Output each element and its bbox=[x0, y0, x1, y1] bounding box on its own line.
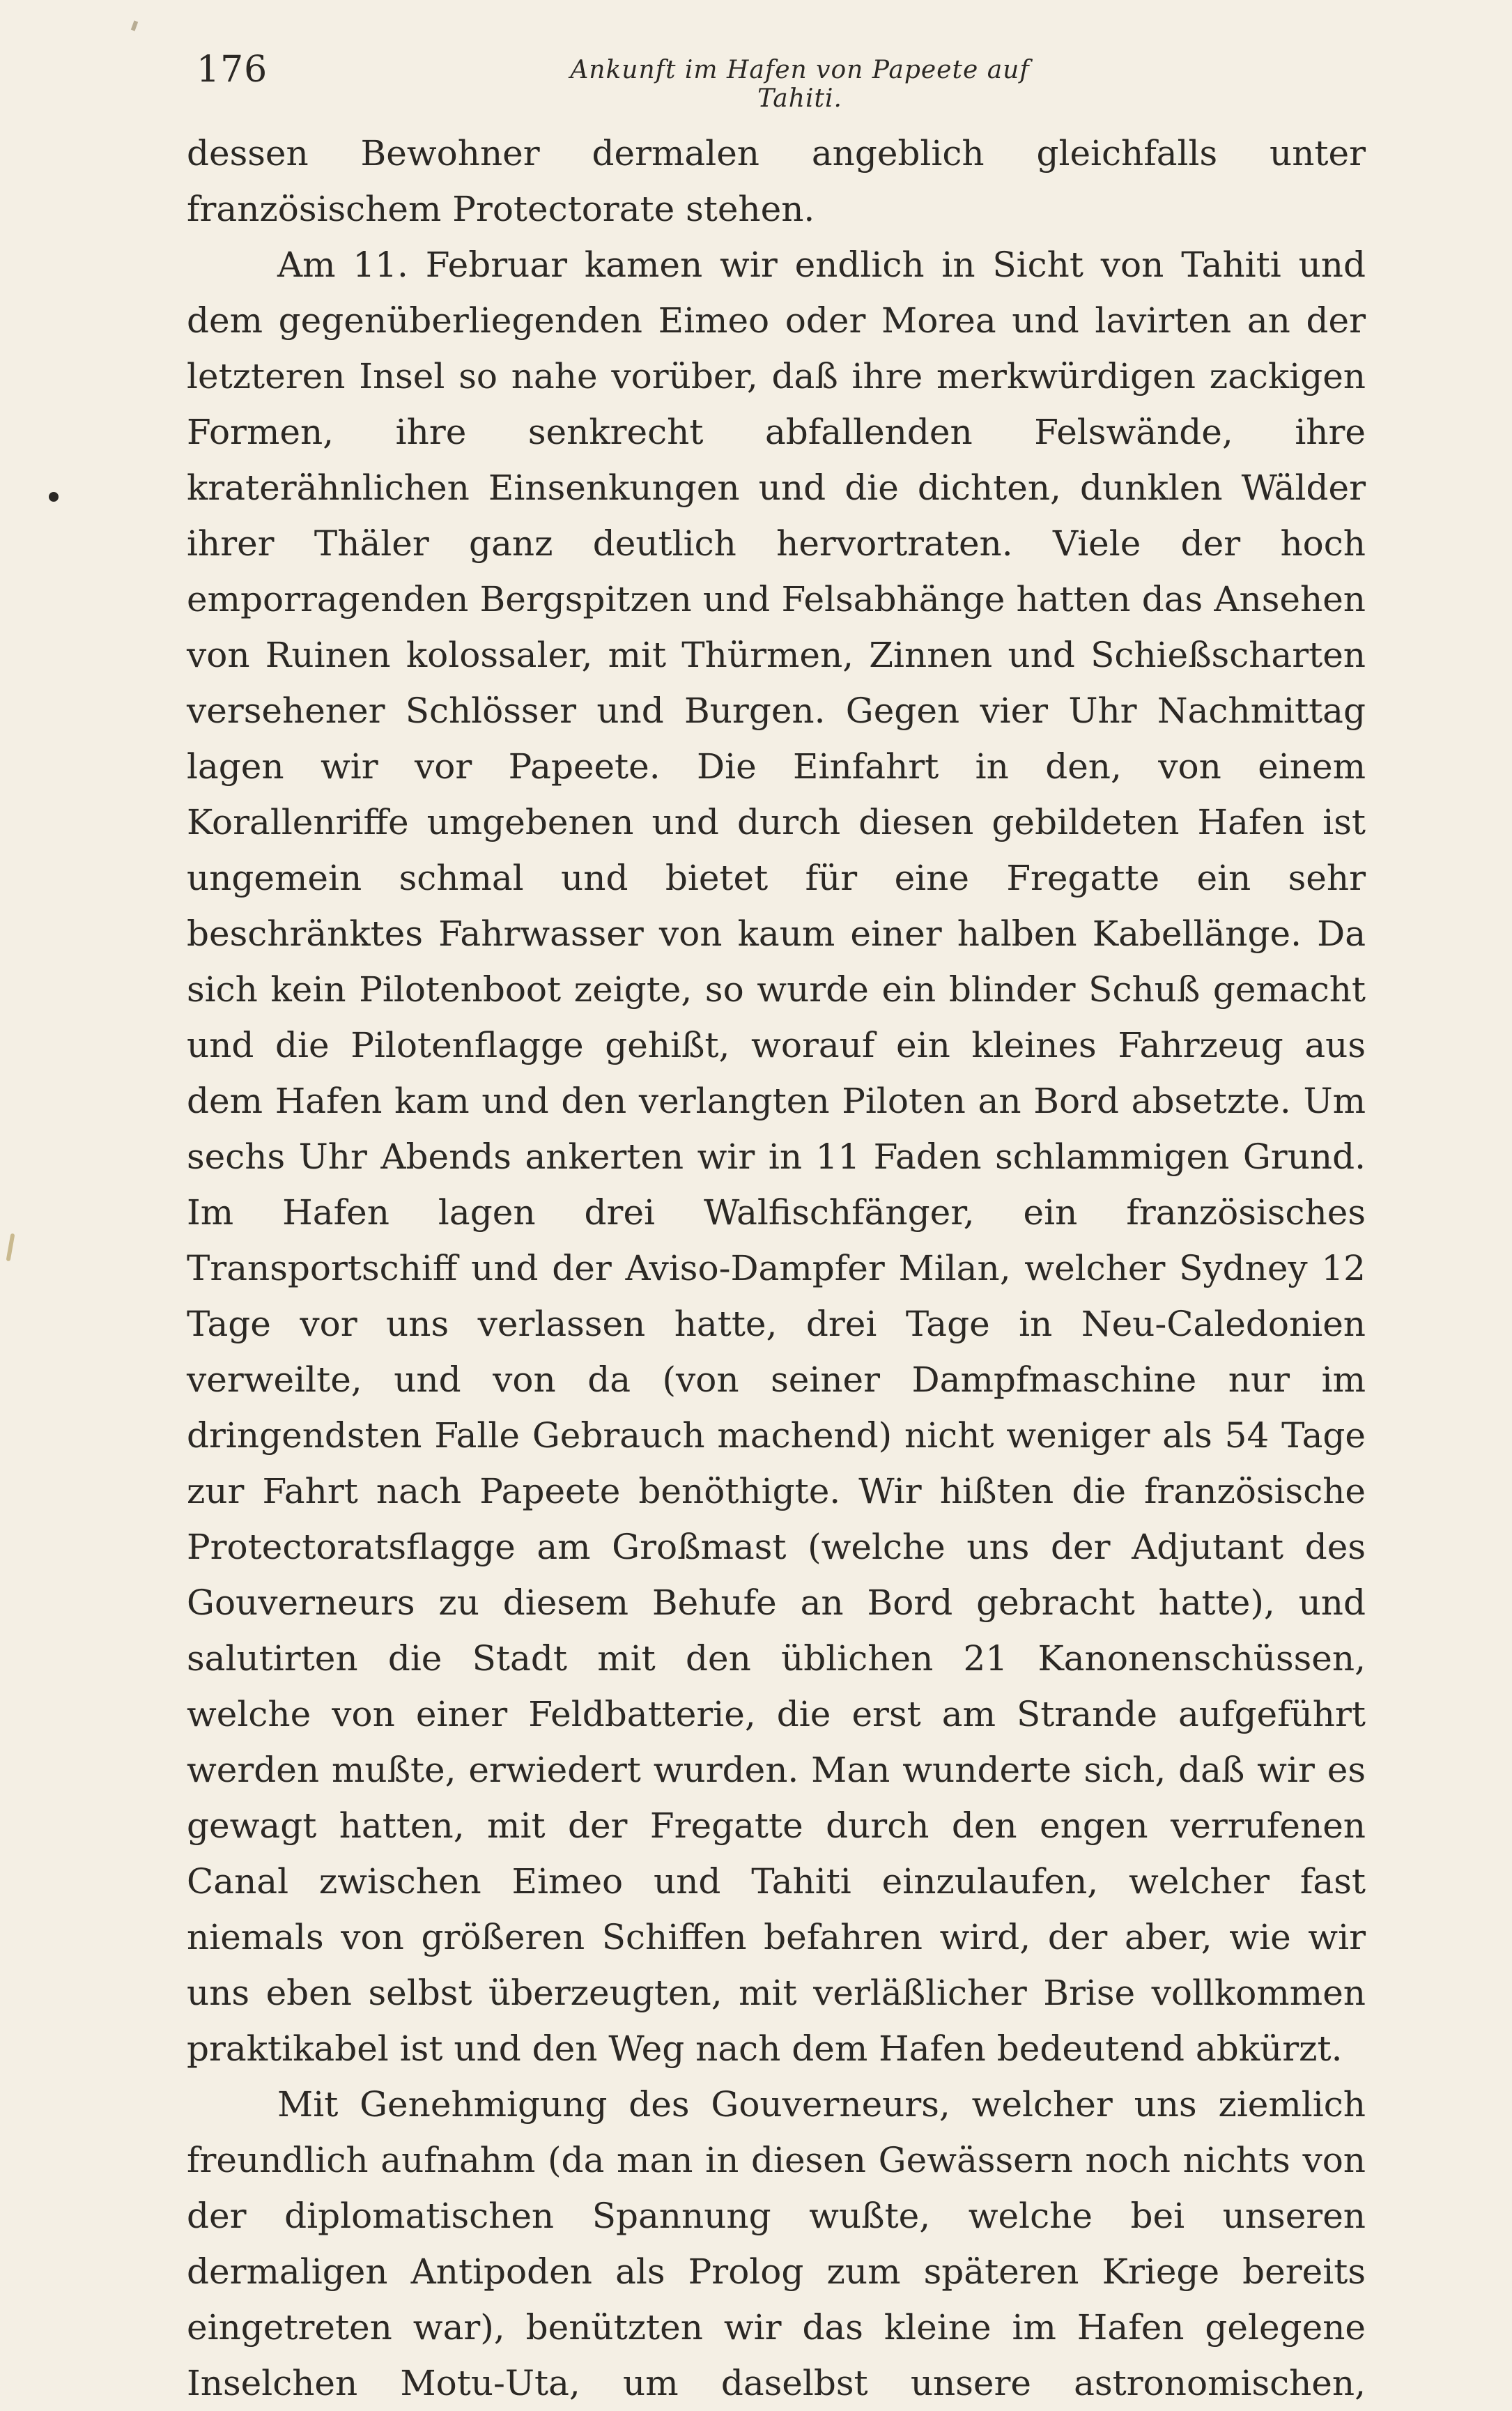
page-header bbox=[187, 45, 1366, 113]
paragraph-arrival: Am 11. Februar kamen wir endlich in Sicht von Tahiti und dem gegenüberliegenden Eimeo oder Morea und lavirten an der letzteren Insel so nahe vorüber, daß ihre merkwürdigen zackigen Formen, ihre senkrecht abfallenden Felswände, ihre kraterähnlichen Einsenkungen und die dichten, dunklen Wälder ihrer Thäler ganz deutlich hervortraten. Viele der hoch emporragenden Bergspitzen und Felsabhänge hatten das Ansehen von Ruinen kolossaler, mit Thürmen, Zinnen und Schießscharten versehener Schlösser und Burgen. Gegen vier Uhr Nachmittag lagen wir vor Papeete. Die Einfahrt in den, von einem Korallenriffe umgebenen und durch diesen gebildeten Hafen ist ungemein schmal und bietet für eine Fregatte ein sehr beschränktes Fahrwasser von kaum einer halben Kabellänge. Da sich kein Pilotenboot zeigte, so wurde ein blinder Schuß gemacht und die Pilotenflagge gehißt, worauf ein kleines Fahrzeug aus dem Hafen kam und den verlangten Piloten an Bord absetzte. Um sechs Uhr Abends ankerten wir in 11 Faden schlammigen Grund. Im Hafen lagen drei Walfischfänger, ein französisches Transportschiff und der Aviso-Dampfer Milan, welcher Sydney 12 Tage vor uns verlassen hatte, drei Tage in Neu-Caledonien verweilte, und von da (von seiner Dampfmaschine nur im dringendsten Falle Gebrauch machend) nicht weniger als 54 Tage zur Fahrt nach Papeete benöthigte. Wir hißten die französische Protectoratsflagge am Großmast (welche uns der Adjutant des Gouverneurs zu diesem Behufe an Bord gebracht hatte), und salutirten die Stadt mit den üblichen 21 Kanonenschüssen, welche von einer Feldbatterie, die erst am Strande aufgeführt werden mußte, erwiedert wurden. Man wunderte sich, daß wir es gewagt hatten, mit der Fregatte durch den engen verrufenen Canal zwischen Eimeo und Tahiti einzulaufen, welcher fast niemals von größeren Schiffen befahren wird, der aber, wie wir uns eben selbst überzeugten, mit verläßlicher Brise vollkommen praktikabel ist und den Weg nach dem Hafen bedeutend abkürzt. bbox=[187, 245, 1366, 2069]
page-number: 176 bbox=[196, 49, 268, 91]
paper-speck bbox=[131, 20, 138, 31]
running-title: Ankunft im Hafen von Papeete auf Tahiti. bbox=[570, 56, 1030, 113]
body-text bbox=[187, 125, 1366, 2411]
paragraph-continuation: dessen Bewohner dermalen angeblich gleichfalls unter französischem Protectorate stehen. bbox=[187, 133, 1366, 229]
ink-dot bbox=[49, 492, 59, 502]
paragraph-governor: Mit Genehmigung des Gouverneurs, welcher uns ziemlich freundlich aufnahm (da man in diesen Gewässern noch nichts von der diplomatischen Spannung wußte, welche bei unseren dermaligen Antipoden als Prolog zum späteren Kriege bereits eingetreten war), benützten wir das kleine im Hafen gelegene Inselchen Motu-Uta, um daselbst unsere astronomischen, bbox=[187, 2084, 1366, 2403]
margin-mark bbox=[6, 1233, 15, 1261]
